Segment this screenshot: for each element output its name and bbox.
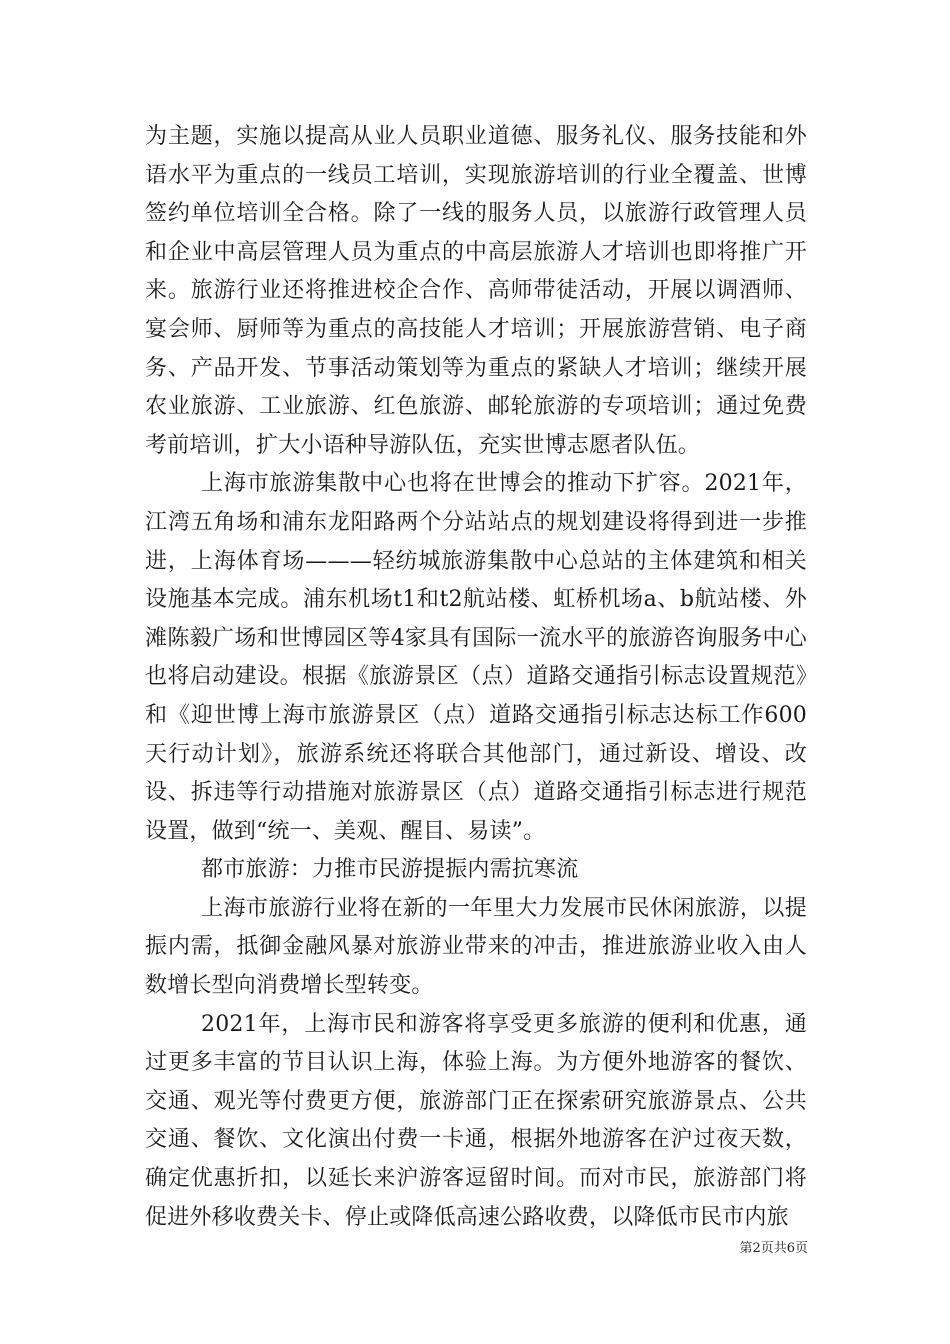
paragraph-training: 为主题，实施以提高从业人员职业道德、服务礼仪、服务技能和外语水平为重点的一线员工培训，实现旅游培训的行业全覆盖、世博签约单位培训全合格。除了一线的服务人员，以旅游行政管理人员和企业中高层管理人员为重点的中高层旅游人才培训也即将推广开来。旅游行业还将推进校企合作、高师带徒活动，开展以调酒师、宴会师、厨师等为重点的高技能人才培训；开展旅游营销、电子商务、产品开发、节事活动策划等为重点的紧缺人才培训；继续开展农业旅游、工业旅游、红色旅游、邮轮旅游的专项培训；通过免费考前培训，扩大小语种导游队伍，充实世博志愿者队伍。	[145, 124, 807, 458]
paragraph-distribution-center: 上海市旅游集散中心也将在世博会的推动下扩容。2021年，江湾五角场和浦东龙阳路两个分站站点的规划建设将得到进一步推进，上海体育场———轻纺城旅游集散中心总站的主体建筑和相关设施基本完成。浦东机场t1和t2航站楼、虹桥机场a、b航站楼、外滩陈毅广场和世博园区等4家具有国际一流水平的旅游咨询服务中心也将启动建设。根据《旅游景区（点）道路交通指引标志设置规范》和《迎世博上海市旅游景区（点）道路交通指引标志达标工作600天行动计划》，旅游系统还将联合其他部门，通过新设、增设、改设、拆违等行动措施对旅游景区（点）道路交通指引标志进行规范设置，做到“统一、美观、醒目、易读”。	[145, 471, 807, 844]
paragraph-convenience-discounts: 2021年，上海市民和游客将享受更多旅游的便利和优惠，通过更多丰富的节目认识上海，体验上海。为方便外地游客的餐饮、交通、观光等付费更方便，旅游部门正在探索研究旅游景点、公共交通、餐饮、文化演出付费一卡通，根据外地游客在沪过夜天数，确定优惠折扣，以延长来沪游客逗留时间。而对市民，旅游部门将促进外移收费关卡、停止或降低高速公路收费，以降低市民市内旅	[145, 1011, 807, 1230]
document-body	[145, 118, 807, 1237]
paragraph-leisure-tourism: 上海市旅游行业将在新的一年里大力发展市民休闲旅游，以提振内需，抵御金融风暴对旅游业带来的冲击，推进旅游业收入由人数增长型向消费增长型转变。	[145, 895, 807, 999]
page-number: 第2页共6页	[739, 1241, 808, 1256]
section-heading-urban-tourism: 都市旅游：力推市民游提振内需抗寒流	[201, 857, 579, 883]
